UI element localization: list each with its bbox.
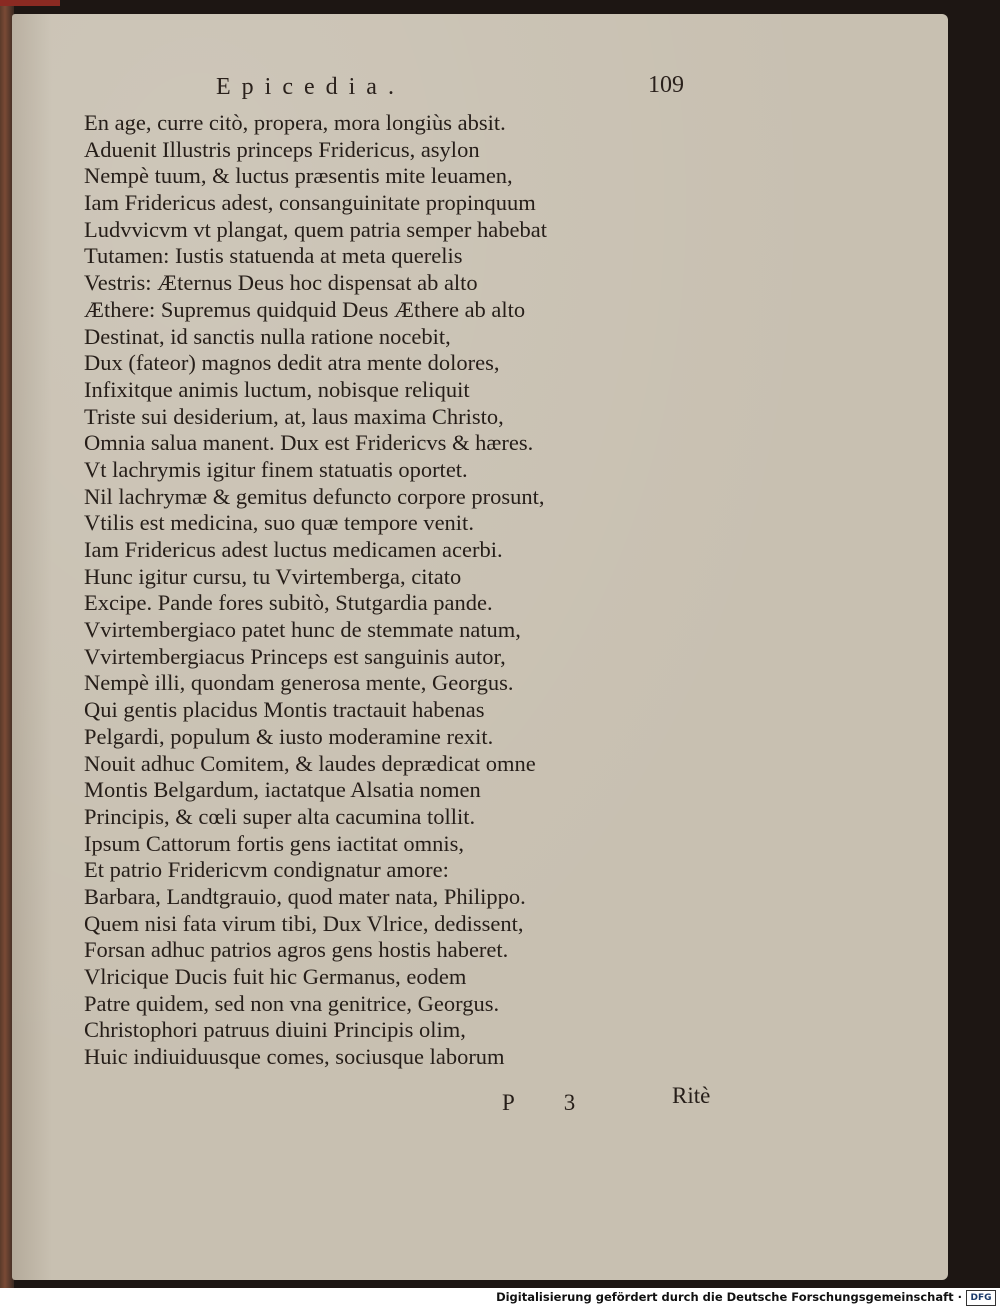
verse-line: Pelgardi, populum & iusto moderamine rexit. <box>84 723 494 749</box>
verse-line: Iam Fridericus adest, consanguinitate propinquum <box>84 190 536 216</box>
verse-line: En age, curre citò, propera, mora longiùs absit. <box>84 110 506 135</box>
verse-line: Nouit adhuc Comitem, & laudes deprædicat omne <box>84 750 536 776</box>
verse-line: Dux (fateor) magnos dedit atra mente dolores, <box>84 350 500 376</box>
verse-line: Nil lachrymæ & gemitus defuncto corpore prosunt, <box>84 483 545 509</box>
verse-line: Triste sui desiderium, at, laus maxima Christo, <box>84 403 504 429</box>
verse-line: Quem nisi fata virum tibi, Dux Vlrice, dedissent, <box>84 910 524 936</box>
verse-line: Omnia salua manent. Dux est Fridericvs & hæres. <box>84 430 534 456</box>
verse-line: Principis, & cœli super alta cacumina tollit. <box>84 803 476 829</box>
bookmark-band <box>0 0 60 6</box>
verse-line: Vvirtembergiaco patet hunc de stemmate natum, <box>84 617 521 643</box>
verse-line: Huic indiuiduusque comes, sociusque laborum <box>84 1044 505 1070</box>
verse-line: Vlricique Ducis fuit hic Germanus, eodem <box>84 964 467 989</box>
signature-mark: P 3 <box>502 1090 598 1115</box>
verse-line: Aduenit Illustris princeps Fridericus, asylon <box>84 136 480 162</box>
verse-line: Destinat, id sanctis nulla ratione nocebit, <box>84 323 451 349</box>
running-head: Epicedia. <box>216 74 405 100</box>
verse-line: Patre quidem, sed non vna genitrice, Georgus. <box>84 990 500 1016</box>
verse-line: Christophori patruus diuini Principis olim, <box>84 1017 466 1043</box>
verse-line: Vt lachrymis igitur finem statuatis oportet. <box>84 456 468 482</box>
verse-line: Iam Fridericus adest luctus medicamen acerbi. <box>84 537 503 562</box>
verse-line: Qui gentis placidus Montis tractauit habenas <box>84 697 485 723</box>
dfg-logo-icon: DFG <box>966 1290 996 1306</box>
verse-line: Hunc igitur cursu, tu Vvirtemberga, citato <box>84 563 462 589</box>
verse-line: Æthere: Supremus quidquid Deus Æthere ab alto <box>84 296 526 322</box>
verse-line: Et patrio Fridericvm condignatur amore: <box>84 857 449 883</box>
verse-line: Nempè tuum, & luctus præsentis mite leuamen, <box>84 163 513 189</box>
verse-line: Vestris: Æternus Deus hoc dispensat ab alto <box>84 270 478 296</box>
verse-line: Forsan adhuc patrios agros gens hostis haberet. <box>84 937 509 963</box>
verse-line: Ipsum Cattorum fortis gens iactitat omnis, <box>84 830 464 856</box>
catchword: Ritè <box>672 1083 711 1108</box>
verse-line: Vvirtembergiacus Princeps est sanguinis autor, <box>84 643 506 669</box>
funding-credit: Digitalisierung gefördert durch die Deutsche Forschungsgemeinschaft · <box>496 1290 962 1304</box>
verse-line: Tutamen: Iustis statuenda at meta querelis <box>84 243 463 269</box>
verse-line: Nempè illi, quondam generosa mente, Georgus. <box>84 670 514 696</box>
verse-line: Montis Belgardum, iactatque Alsatia nomen <box>84 777 481 803</box>
verse-line: Excipe. Pande fores subitò, Stutgardia pande. <box>84 590 493 616</box>
verse-text <box>84 110 547 1071</box>
page-number: 109 <box>648 72 684 98</box>
verse-line: Ludvvicvm vt plangat, quem patria semper habebat <box>84 216 547 242</box>
verse-line: Vtilis est medicina, suo quæ tempore venit. <box>84 510 474 536</box>
verse-line: Barbara, Landtgrauio, quod mater nata, Philippo. <box>84 883 526 909</box>
verse-line: Infixitque animis luctum, nobisque reliquit <box>84 376 470 402</box>
